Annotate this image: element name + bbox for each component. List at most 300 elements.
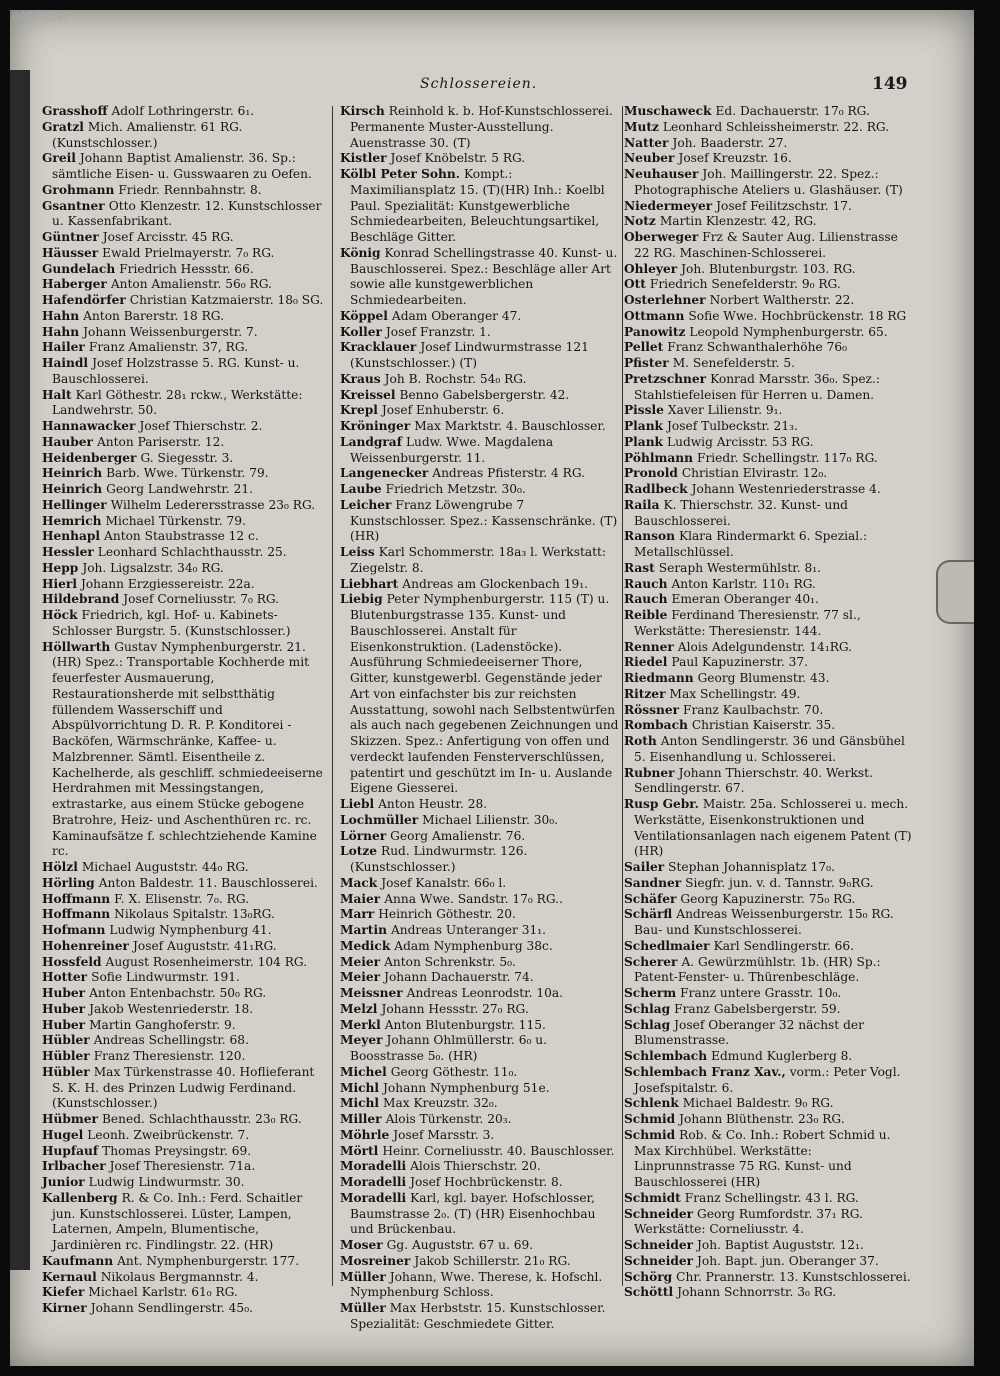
- entry-name: Martin: [340, 923, 387, 937]
- entry-details: Frz & Sauter Aug. Lilienstrasse 22 RG. Maschinen-Schlosserei.: [634, 230, 898, 260]
- entry-details: Friedr. Rennbahnstr. 8.: [118, 182, 262, 197]
- directory-entry: [624, 734, 916, 766]
- entry-name: Schäfer: [624, 891, 677, 906]
- directory-entry: [340, 955, 620, 971]
- entry-name: Pretzschner: [624, 371, 707, 386]
- column-1: [42, 104, 327, 1317]
- entry-name: Hildebrand: [42, 592, 120, 607]
- entry-name: Gundelach: [42, 261, 116, 276]
- entry-details: Michael Baldestr. 9₀ RG.: [682, 1096, 834, 1111]
- entry-details: Heinr. Corneliusstr. 40. Bauschlosser.: [382, 1143, 615, 1158]
- entry-name: Kiefer: [42, 1285, 85, 1300]
- entry-details: Franz Kaulbachstr. 70.: [683, 702, 824, 717]
- entry-name: Huber: [42, 1017, 86, 1032]
- entry-details: Anton Schrenkstr. 5₀.: [384, 954, 516, 969]
- entry-details: Johann Nymphenburg 51e.: [383, 1080, 550, 1095]
- directory-entry: [42, 1159, 327, 1175]
- directory-entry: [340, 246, 620, 309]
- entry-details: Franz Schwanthalerhöhe 76₀: [667, 340, 847, 355]
- entry-name: Raila: [624, 497, 660, 512]
- directory-entry: [340, 1018, 620, 1034]
- entry-name: Kaufmann: [42, 1253, 114, 1268]
- directory-entry: [340, 1254, 620, 1270]
- entry-details: Johann Weissenburgerstr. 7.: [83, 324, 258, 339]
- entry-name: Mutz: [624, 119, 659, 134]
- directory-entry: [624, 262, 916, 278]
- entry-details: K. Thierschstr. 32. Kunst- und Bauschlosserei.: [634, 497, 848, 528]
- entry-details: Bened. Schlachthausstr. 23₀ RG.: [101, 1112, 302, 1126]
- directory-entry: [340, 1159, 620, 1175]
- directory-entry: [624, 104, 916, 120]
- entry-name: Grasshoff: [42, 104, 108, 118]
- entry-details: Max Schellingstr. 49.: [669, 686, 801, 701]
- entry-details: Friedr. Schellingstr. 117₀ RG.: [696, 450, 878, 465]
- directory-entry: [340, 167, 620, 246]
- entry-name: Scherer: [624, 954, 678, 969]
- directory-entry: [624, 199, 916, 215]
- entry-name: Leiss: [340, 545, 375, 559]
- entry-details: Christian Kaiserstr. 35.: [691, 718, 836, 733]
- entry-name: Hahn: [42, 308, 80, 323]
- entry-details: Christian Elvirastr. 12₀.: [681, 466, 828, 481]
- directory-entry: [340, 545, 620, 577]
- entry-details: Johann Hessstr. 27₀ RG.: [381, 1001, 529, 1016]
- entry-details: Jakob Westenriederstr. 18.: [89, 1001, 254, 1016]
- entry-details: Friedrich Hessstr. 66.: [119, 261, 254, 276]
- entry-name: Landgraf: [340, 434, 402, 449]
- directory-entry: [42, 1301, 327, 1317]
- directory-entry: [624, 214, 916, 230]
- entry-details: Peter Nymphenburgerstr. 115 (T) u. Blutenburgstrasse 135. Kunst- und Bauschlosserei. Anstalt für Eisenkonstruktion. (Ladenstöcke). Ausführung Schmiedeeiserner Thore, Gitter, kunstgewerbl. Gegenstände jeder Art von einfachster bis zur reichsten Ausstattung, sowohl nach Selbstentwürfen als auch nach gegebenen Zeichnungen und Skizzen. Spez.: Anfertigung von offen und verdeckt laufenden Fensterverschlüssen, patentirt und geschützt im In- u. Auslande Eigene Giesserei.: [350, 592, 619, 796]
- entry-details: Johann Erzgiessereistr. 22a.: [80, 576, 255, 591]
- entry-name: Liebl: [340, 797, 375, 811]
- directory-entry: [340, 844, 620, 876]
- entry-name: Merkl: [340, 1017, 381, 1032]
- entry-name: Ohleyer: [624, 261, 678, 276]
- directory-entry: [624, 167, 916, 199]
- entry-name: Hepp: [42, 560, 79, 575]
- entry-details: Johann Dachauerstr. 74.: [384, 970, 534, 985]
- directory-entry: [42, 419, 327, 435]
- entry-name: Liebhart: [340, 576, 399, 591]
- entry-name: Plank: [624, 419, 663, 433]
- entry-name: Sandner: [624, 875, 682, 890]
- entry-name: Hessler: [42, 545, 94, 559]
- entry-name: Hübler: [42, 1064, 90, 1079]
- directory-entry: [340, 151, 620, 167]
- entry-name: Kröninger: [340, 419, 411, 433]
- entry-details: Johann, Wwe. Therese, k. Hofschl. Nymphenburg Schloss.: [350, 1269, 603, 1300]
- directory-entry: [340, 466, 620, 482]
- entry-details: Jakob Schillerstr. 21₀ RG.: [414, 1253, 571, 1268]
- directory-entry: [624, 1285, 916, 1301]
- directory-entry: [340, 1270, 620, 1302]
- entry-details: Thomas Preysingstr. 69.: [102, 1143, 252, 1158]
- entry-details: Nikolaus Spitalstr. 13₀RG.: [114, 907, 275, 922]
- entry-details: Barb. Wwe. Türkenstr. 79.: [106, 466, 269, 481]
- directory-entry: [624, 986, 916, 1002]
- directory-entry: [340, 1191, 620, 1238]
- directory-entry: [624, 1238, 916, 1254]
- entry-name: Gratzl: [42, 119, 84, 134]
- entry-name: Koller: [340, 324, 382, 339]
- directory-entry: [624, 309, 916, 325]
- directory-entry: [624, 561, 916, 577]
- entry-name: Meier: [340, 954, 381, 969]
- entry-details: Andreas am Glockenbach 19₁.: [402, 576, 589, 591]
- entry-details: Josef Thierschstr. 2.: [139, 419, 263, 433]
- directory-entry: [624, 876, 916, 892]
- entry-name: Rubner: [624, 765, 675, 780]
- entry-details: Andreas Weissenburgerstr. 15₀ RG. Bau- und Kunstschlosserei.: [634, 907, 894, 937]
- entry-details: Ewald Prielmayerstr. 7₀ RG.: [102, 245, 275, 260]
- entry-name: Hannawacker: [42, 419, 136, 433]
- entry-name: Schneider: [624, 1206, 694, 1221]
- entry-name: Häusser: [42, 245, 99, 260]
- directory-entry: [42, 451, 327, 467]
- entry-details: Christian Katzmaierstr. 18₀ SG.: [129, 293, 324, 307]
- entry-name: Kistler: [340, 151, 387, 166]
- directory-entry: [42, 514, 327, 530]
- entry-name: Pellet: [624, 340, 664, 355]
- entry-name: König: [340, 245, 381, 260]
- entry-details: Franz Amalienstr. 37, RG.: [88, 340, 249, 355]
- directory-entry: [42, 293, 327, 309]
- entry-name: Scherm: [624, 986, 677, 1000]
- entry-name: Krepl: [340, 403, 378, 418]
- directory-entry: [340, 372, 620, 388]
- entry-name: Schörg: [624, 1269, 673, 1284]
- entry-name: Melzl: [340, 1001, 378, 1016]
- entry-name: Hübler: [42, 1049, 90, 1063]
- entry-details: Franz Theresienstr. 120.: [93, 1049, 246, 1063]
- entry-details: Johann Sendlingerstr. 45₀.: [90, 1301, 253, 1315]
- entry-details: Michael Türkenstr. 79.: [105, 513, 246, 528]
- entry-details: Martin Ganghoferstr. 9.: [89, 1017, 236, 1032]
- directory-entry: [340, 1033, 620, 1065]
- entry-details: Georg Amalienstr. 76.: [390, 828, 526, 843]
- entry-details: Max Kreuzstr. 32₀.: [383, 1096, 498, 1111]
- directory-entry: [340, 577, 620, 593]
- entry-details: Max Herbststr. 15. Kunstschlosser. Spezialität: Geschmiedete Gitter.: [350, 1301, 606, 1331]
- entry-details: Stephan Johannisplatz 17₀.: [668, 860, 835, 874]
- entry-name: Schlembach Franz Xav.,: [624, 1064, 786, 1079]
- entry-details: Adam Oberanger 47.: [391, 308, 522, 323]
- directory-entry: [42, 356, 327, 388]
- thumb-index-tab: [936, 560, 974, 624]
- entry-name: Kölbl Peter Sohn.: [340, 167, 461, 181]
- entry-name: Grohmann: [42, 182, 115, 197]
- entry-details: Seraph Westermühlstr. 8₁.: [658, 560, 821, 575]
- entry-name: Heinrich: [42, 466, 103, 481]
- entry-details: Anton Barerstr. 18 RG.: [83, 308, 224, 323]
- directory-entry: [340, 104, 620, 151]
- entry-name: Heinrich: [42, 482, 103, 496]
- entry-details: Josef Auguststr. 41₁RG.: [132, 938, 277, 953]
- entry-details: Johann Westenriederstrasse 4.: [691, 482, 881, 496]
- entry-details: Joh. Bapt. jun. Oberanger 37.: [697, 1253, 879, 1268]
- entry-name: Hoffmann: [42, 891, 111, 906]
- directory-entry: [340, 1238, 620, 1254]
- entry-details: M. Senefelderstr. 5.: [672, 356, 796, 370]
- directory-entry: [42, 1175, 327, 1191]
- entry-details: Friedrich, kgl. Hof- u. Kabinets-Schlosser Burgstr. 5. (Kunstschlosser.): [52, 608, 291, 638]
- directory-entry: [340, 1002, 620, 1018]
- directory-entry: [42, 876, 327, 892]
- entry-name: Schneider: [624, 1238, 694, 1252]
- entry-name: Moradelli: [340, 1175, 407, 1189]
- entry-details: Josef Arcisstr. 45 RG.: [102, 230, 234, 244]
- entry-name: Höck: [42, 608, 78, 622]
- entry-name: Güntner: [42, 230, 99, 244]
- directory-entry: [624, 230, 916, 262]
- entry-name: Miller: [340, 1112, 382, 1126]
- binding-edge: [10, 70, 30, 1270]
- directory-entry: [340, 892, 620, 908]
- entry-details: Ludw. Wwe. Magdalena Weissenburgerstr. 11.: [350, 434, 554, 465]
- directory-entry: [42, 592, 327, 608]
- entry-details: Emeran Oberanger 40₁.: [671, 592, 819, 607]
- entry-details: Josef Franzstr. 1.: [385, 324, 491, 339]
- entry-details: Paul Kapuzinerstr. 37.: [671, 655, 808, 670]
- directory-entry: [42, 970, 327, 986]
- entry-name: Gsantner: [42, 198, 105, 213]
- entry-details: Josef Knöbelstr. 5 RG.: [390, 151, 526, 166]
- directory-entry: [340, 592, 620, 797]
- entry-details: Reinhold k. b. Hof-Kunstschlosserei. Permanente Muster-Ausstellung. Auenstrasse 30. (T): [350, 104, 613, 150]
- entry-name: Marr: [340, 907, 375, 922]
- directory-entry: [42, 529, 327, 545]
- entry-name: Halt: [42, 387, 72, 402]
- directory-entry: [42, 939, 327, 955]
- entry-name: Pissle: [624, 403, 664, 418]
- column-3: [624, 104, 916, 1301]
- entry-name: Hotter: [42, 970, 88, 985]
- entry-details: Anton Blutenburgstr. 115.: [384, 1017, 546, 1032]
- entry-details: Max Türkenstrasse 40. Hoflieferant S. K. H. des Prinzen Ludwig Ferdinand. (Kunstschlosser.): [52, 1064, 315, 1111]
- entry-details: Norbert Waltherstr. 22.: [709, 293, 855, 307]
- entry-name: Rauch: [624, 576, 668, 591]
- entry-details: Johann Ohlmüllerstr. 6₀ u. Boosstrasse 5₀. (HR): [350, 1033, 548, 1063]
- directory-entry: [624, 766, 916, 798]
- entry-name: Riedel: [624, 655, 668, 670]
- entry-details: Josef Corneliusstr. 7₀ RG.: [123, 592, 280, 607]
- directory-entry: [624, 640, 916, 656]
- directory-entry: [42, 1002, 327, 1018]
- entry-name: Leicher: [340, 497, 392, 512]
- directory-entry: [340, 813, 620, 829]
- directory-entry: [624, 1002, 916, 1018]
- entry-details: Anton Sendlingerstr. 36 und Gänsbühel 5. Eisenhandlung u. Schlosserei.: [634, 734, 905, 764]
- directory-entry: [42, 482, 327, 498]
- entry-name: Reible: [624, 608, 668, 622]
- entry-name: Hauber: [42, 434, 93, 449]
- directory-entry: [624, 120, 916, 136]
- entry-name: Meissner: [340, 986, 403, 1000]
- entry-details: Johann Thierschstr. 40. Werkst. Sendlingerstr. 67.: [634, 765, 873, 796]
- entry-name: Michl: [340, 1096, 380, 1111]
- entry-details: Nikolaus Bergmannstr. 4.: [100, 1269, 259, 1284]
- directory-entry: [624, 703, 916, 719]
- entry-details: Klara Rindermarkt 6. Spezial.: Metallschlüssel.: [634, 529, 868, 559]
- directory-entry: [340, 419, 620, 435]
- directory-entry: [42, 986, 327, 1002]
- entry-details: Joh. Maillingerstr. 22. Spez.: Photographische Ateliers u. Glashäuser. (T): [634, 167, 903, 197]
- directory-entry: [340, 876, 620, 892]
- entry-name: Heidenberger: [42, 450, 137, 465]
- directory-entry: [42, 892, 327, 908]
- directory-entry: [624, 1270, 916, 1286]
- entry-details: Friedrich Senefelderstr. 9₀ RG.: [649, 277, 841, 292]
- directory-entry: [340, 1128, 620, 1144]
- entry-name: Hohenreiner: [42, 938, 129, 953]
- entry-name: Hailer: [42, 340, 85, 355]
- directory-entry: [42, 907, 327, 923]
- entry-name: Schmid: [624, 1127, 676, 1142]
- column-2: [340, 104, 620, 1333]
- entry-name: Kracklauer: [340, 340, 417, 355]
- entry-details: Friedrich Metzstr. 30₀.: [385, 482, 526, 496]
- directory-entry: [340, 340, 620, 372]
- directory-entry: [340, 403, 620, 419]
- directory-entry: [42, 435, 327, 451]
- entry-details: Josef Theresienstr. 71a.: [109, 1159, 256, 1174]
- entry-details: Andreas Leonrodstr. 10a.: [406, 986, 564, 1000]
- entry-details: Benno Gabelsbergerstr. 42.: [399, 387, 570, 402]
- directory-entry: [624, 435, 916, 451]
- directory-entry: [624, 136, 916, 152]
- entry-name: Müller: [340, 1301, 386, 1315]
- entry-details: Franz Schellingstr. 43 l. RG.: [684, 1190, 859, 1205]
- entry-details: Johann Baptist Amalienstr. 36. Sp.: sämtliche Eisen- u. Gusswaaren zu Oefen.: [52, 151, 312, 181]
- directory-entry: [42, 1270, 327, 1286]
- entry-name: Hupfauf: [42, 1143, 99, 1158]
- entry-name: Michl: [340, 1080, 380, 1095]
- entry-details: Leopold Nymphenburgerstr. 65.: [689, 324, 888, 339]
- directory-entry: [624, 498, 916, 530]
- entry-name: Moser: [340, 1238, 383, 1252]
- entry-details: Josef Hochbrückenstr. 8.: [410, 1175, 563, 1189]
- entry-details: G. Siegesstr. 3.: [140, 450, 234, 465]
- entry-details: Michael Lilienstr. 30₀.: [422, 812, 558, 827]
- directory-entry: [624, 718, 916, 734]
- entry-details: Andreas Pfisterstr. 4 RG.: [432, 466, 586, 481]
- entry-name: Schlag: [624, 1001, 671, 1016]
- directory-entry: [42, 577, 327, 593]
- entry-name: Meyer: [340, 1033, 383, 1048]
- entry-details: Michael Karlstr. 61₀ RG.: [88, 1285, 238, 1300]
- entry-details: R. & Co. Inh.: Ferd. Schaitler jun. Kunstschlosserei. Lüster, Lampen, Laternen, Ampeln, Blumentische, Jardinièren rc. Findlingstr. 22. (HR): [52, 1190, 303, 1252]
- entry-name: Schmid: [624, 1112, 676, 1126]
- entry-details: Mich. Amalienstr. 61 RG. (Kunstschlosser.): [52, 119, 243, 150]
- directory-entry: [42, 262, 327, 278]
- entry-details: Gustav Nymphenburgerstr. 21. (HR) Spez.: Transportable Kochherde mit feuerfester Ausmauerung, Restaurationsherde mit selbstthätig füllendem Wasserschiff und Abspülvorrichtung D. R. P. Konditorei - Backöfen, Wärmschränke, Kaffee- u. Malzbrenner. Sämtl. Eisentheile z. Kachelherde, als geschliff. schmiedeeiserne Herdrahmen mit Messingstangen, extrastarke, aus einem Stücke gebogene Bratrohre, Heiz- und Aschenthüren rc. rc. Kaminaufsätze f. schlechtziehende Kamine rc.: [52, 639, 323, 859]
- directory-entry: [42, 1033, 327, 1049]
- entry-name: Panowitz: [624, 324, 686, 339]
- entry-name: Neuhauser: [624, 167, 699, 181]
- entry-name: Rusp Gebr.: [624, 797, 699, 811]
- entry-name: Michel: [340, 1064, 387, 1079]
- directory-entry: [42, 388, 327, 420]
- entry-details: Andreas Unteranger 31₁.: [390, 923, 546, 937]
- directory-entry: [42, 1144, 327, 1160]
- directory-entry: [42, 151, 327, 183]
- directory-entry: [624, 608, 916, 640]
- entry-details: Leonh. Zweibrückenstr. 7.: [87, 1127, 250, 1142]
- directory-entry: [340, 482, 620, 498]
- directory-entry: [42, 120, 327, 152]
- directory-entry: [42, 104, 327, 120]
- directory-entry: [624, 577, 916, 593]
- directory-entry: [624, 529, 916, 561]
- entry-details: Franz Gabelsbergerstr. 59.: [674, 1001, 841, 1016]
- directory-entry: [42, 199, 327, 231]
- entry-details: Josef Enhuberstr. 6.: [381, 403, 505, 418]
- directory-entry: [42, 1018, 327, 1034]
- entry-details: Georg Kapuzinerstr. 75₀ RG.: [680, 891, 856, 906]
- directory-entry: [42, 230, 327, 246]
- entry-details: Josef Marsstr. 3.: [393, 1127, 495, 1142]
- directory-entry: [624, 655, 916, 671]
- entry-name: Langenecker: [340, 466, 429, 481]
- directory-page: [10, 10, 974, 1366]
- entry-name: Ottmann: [624, 308, 685, 323]
- directory-entry: [624, 356, 916, 372]
- entry-name: Hölzl: [42, 860, 78, 874]
- directory-entry: [42, 545, 327, 561]
- entry-details: Konrad Marsstr. 36₀. Spez.: Stahlstiefeleisen für Herren u. Damen.: [634, 371, 880, 402]
- entry-name: Kernaul: [42, 1269, 97, 1284]
- entry-name: Pfister: [624, 356, 669, 370]
- directory-entry: [624, 482, 916, 498]
- entry-name: Rauch: [624, 592, 668, 607]
- entry-name: Schlag: [624, 1017, 671, 1032]
- entry-name: Maier: [340, 891, 381, 906]
- entry-name: Hierl: [42, 576, 77, 591]
- entry-details: Franz untere Grasstr. 10₀.: [680, 986, 842, 1000]
- directory-entry: [42, 608, 327, 640]
- entry-details: Ludwig Lindwurmstr. 30.: [88, 1175, 245, 1189]
- entry-name: Haindl: [42, 356, 89, 370]
- entry-details: Wilhelm Lederersstrasse 23₀ RG.: [110, 497, 316, 512]
- entry-name: Hafendörfer: [42, 293, 126, 307]
- entry-details: Ludwig Arcisstr. 53 RG.: [667, 434, 814, 449]
- entry-details: Rob. & Co. Inh.: Robert Schmid u. Max Kirchhübel. Werkstätte: Linprunnstrasse 75 RG. Kunst- und Bauschlosserei (HR): [634, 1127, 891, 1189]
- entry-details: Martin Klenzestr. 42, RG.: [659, 214, 817, 229]
- page-number: 149: [872, 74, 908, 94]
- directory-entry: [340, 1301, 620, 1333]
- entry-details: Chr. Prannerstr. 13. Kunstschlosserei.: [676, 1269, 911, 1284]
- column-rule: [332, 106, 333, 1286]
- entry-details: Alois Adelgundenstr. 14₁RG.: [677, 639, 853, 654]
- entry-name: Hörling: [42, 875, 95, 890]
- directory-entry: [624, 1096, 916, 1112]
- directory-entry: [624, 466, 916, 482]
- entry-name: Radlbeck: [624, 482, 688, 496]
- entry-name: Sailer: [624, 860, 665, 874]
- directory-entry: [340, 939, 620, 955]
- entry-details: Georg Göthestr. 11₀.: [390, 1064, 518, 1079]
- entry-details: Josef Kreuzstr. 16.: [678, 151, 792, 166]
- entry-name: Notz: [624, 214, 656, 229]
- entry-details: Karl Göthestr. 28₁ rckw., Werkstätte: Landwehrstr. 50.: [52, 387, 303, 418]
- entry-details: Georg Rumfordstr. 37₁ RG. Werkstätte: Corneliusstr. 4.: [634, 1206, 863, 1237]
- entry-name: Laube: [340, 482, 382, 496]
- entry-name: Riedmann: [624, 671, 694, 685]
- entry-name: Schneider: [624, 1253, 694, 1268]
- directory-entry: [42, 466, 327, 482]
- entry-name: Pöhlmann: [624, 450, 693, 465]
